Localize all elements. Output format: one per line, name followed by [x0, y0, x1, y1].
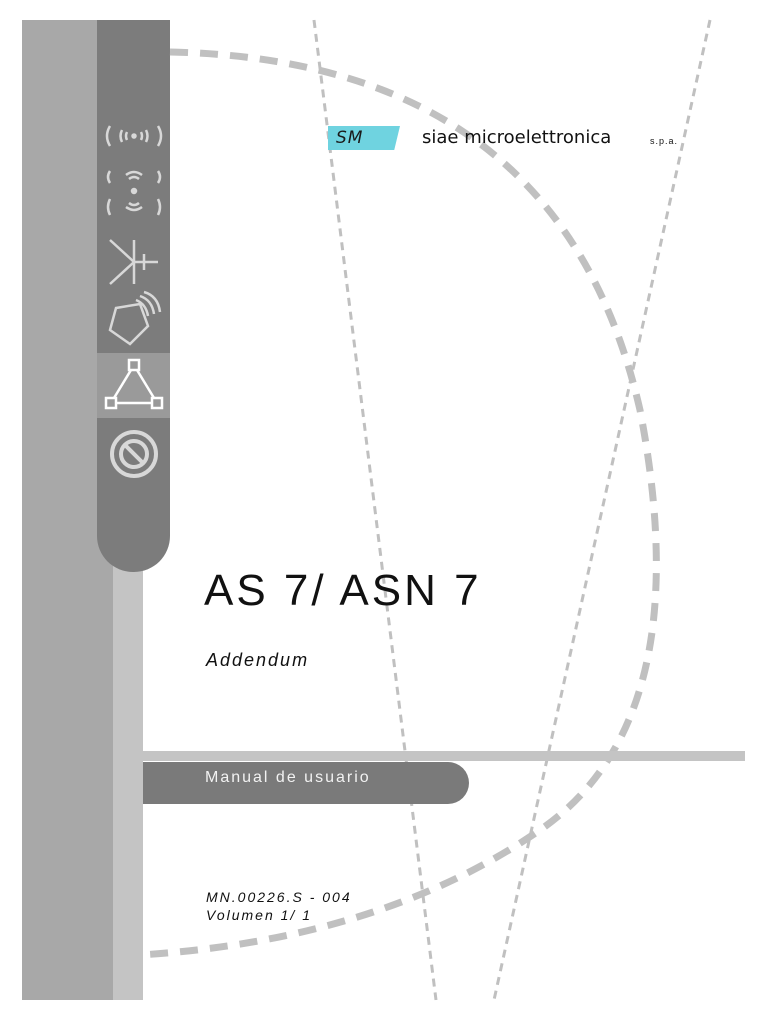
- manual-type-label: Manual de usuario: [205, 769, 371, 786]
- document-subtitle: Addendum: [206, 650, 310, 670]
- satellite-dish-icon: [100, 290, 168, 350]
- no-sign-icon: [100, 424, 168, 484]
- radio-waves-icon: [100, 106, 168, 166]
- network-triangle-icon: [100, 356, 168, 416]
- document-number: MN.00226.S - 004: [206, 889, 352, 905]
- antenna-signal-icon: [100, 163, 168, 223]
- diode-icon: [100, 232, 168, 292]
- document-title: AS 7/ ASN 7: [204, 566, 482, 615]
- horizontal-rule: [143, 751, 745, 761]
- company-suffix: s.p.a.: [650, 136, 679, 146]
- document-reference: [206, 888, 352, 924]
- logo-mark: SM: [336, 128, 364, 148]
- company-logo: [328, 126, 708, 156]
- left-lower-bar: [113, 560, 143, 1000]
- manual-type-band: [143, 762, 469, 804]
- volume-label: Volumen 1/ 1: [206, 907, 312, 923]
- company-name: siae microelettronica: [422, 127, 612, 148]
